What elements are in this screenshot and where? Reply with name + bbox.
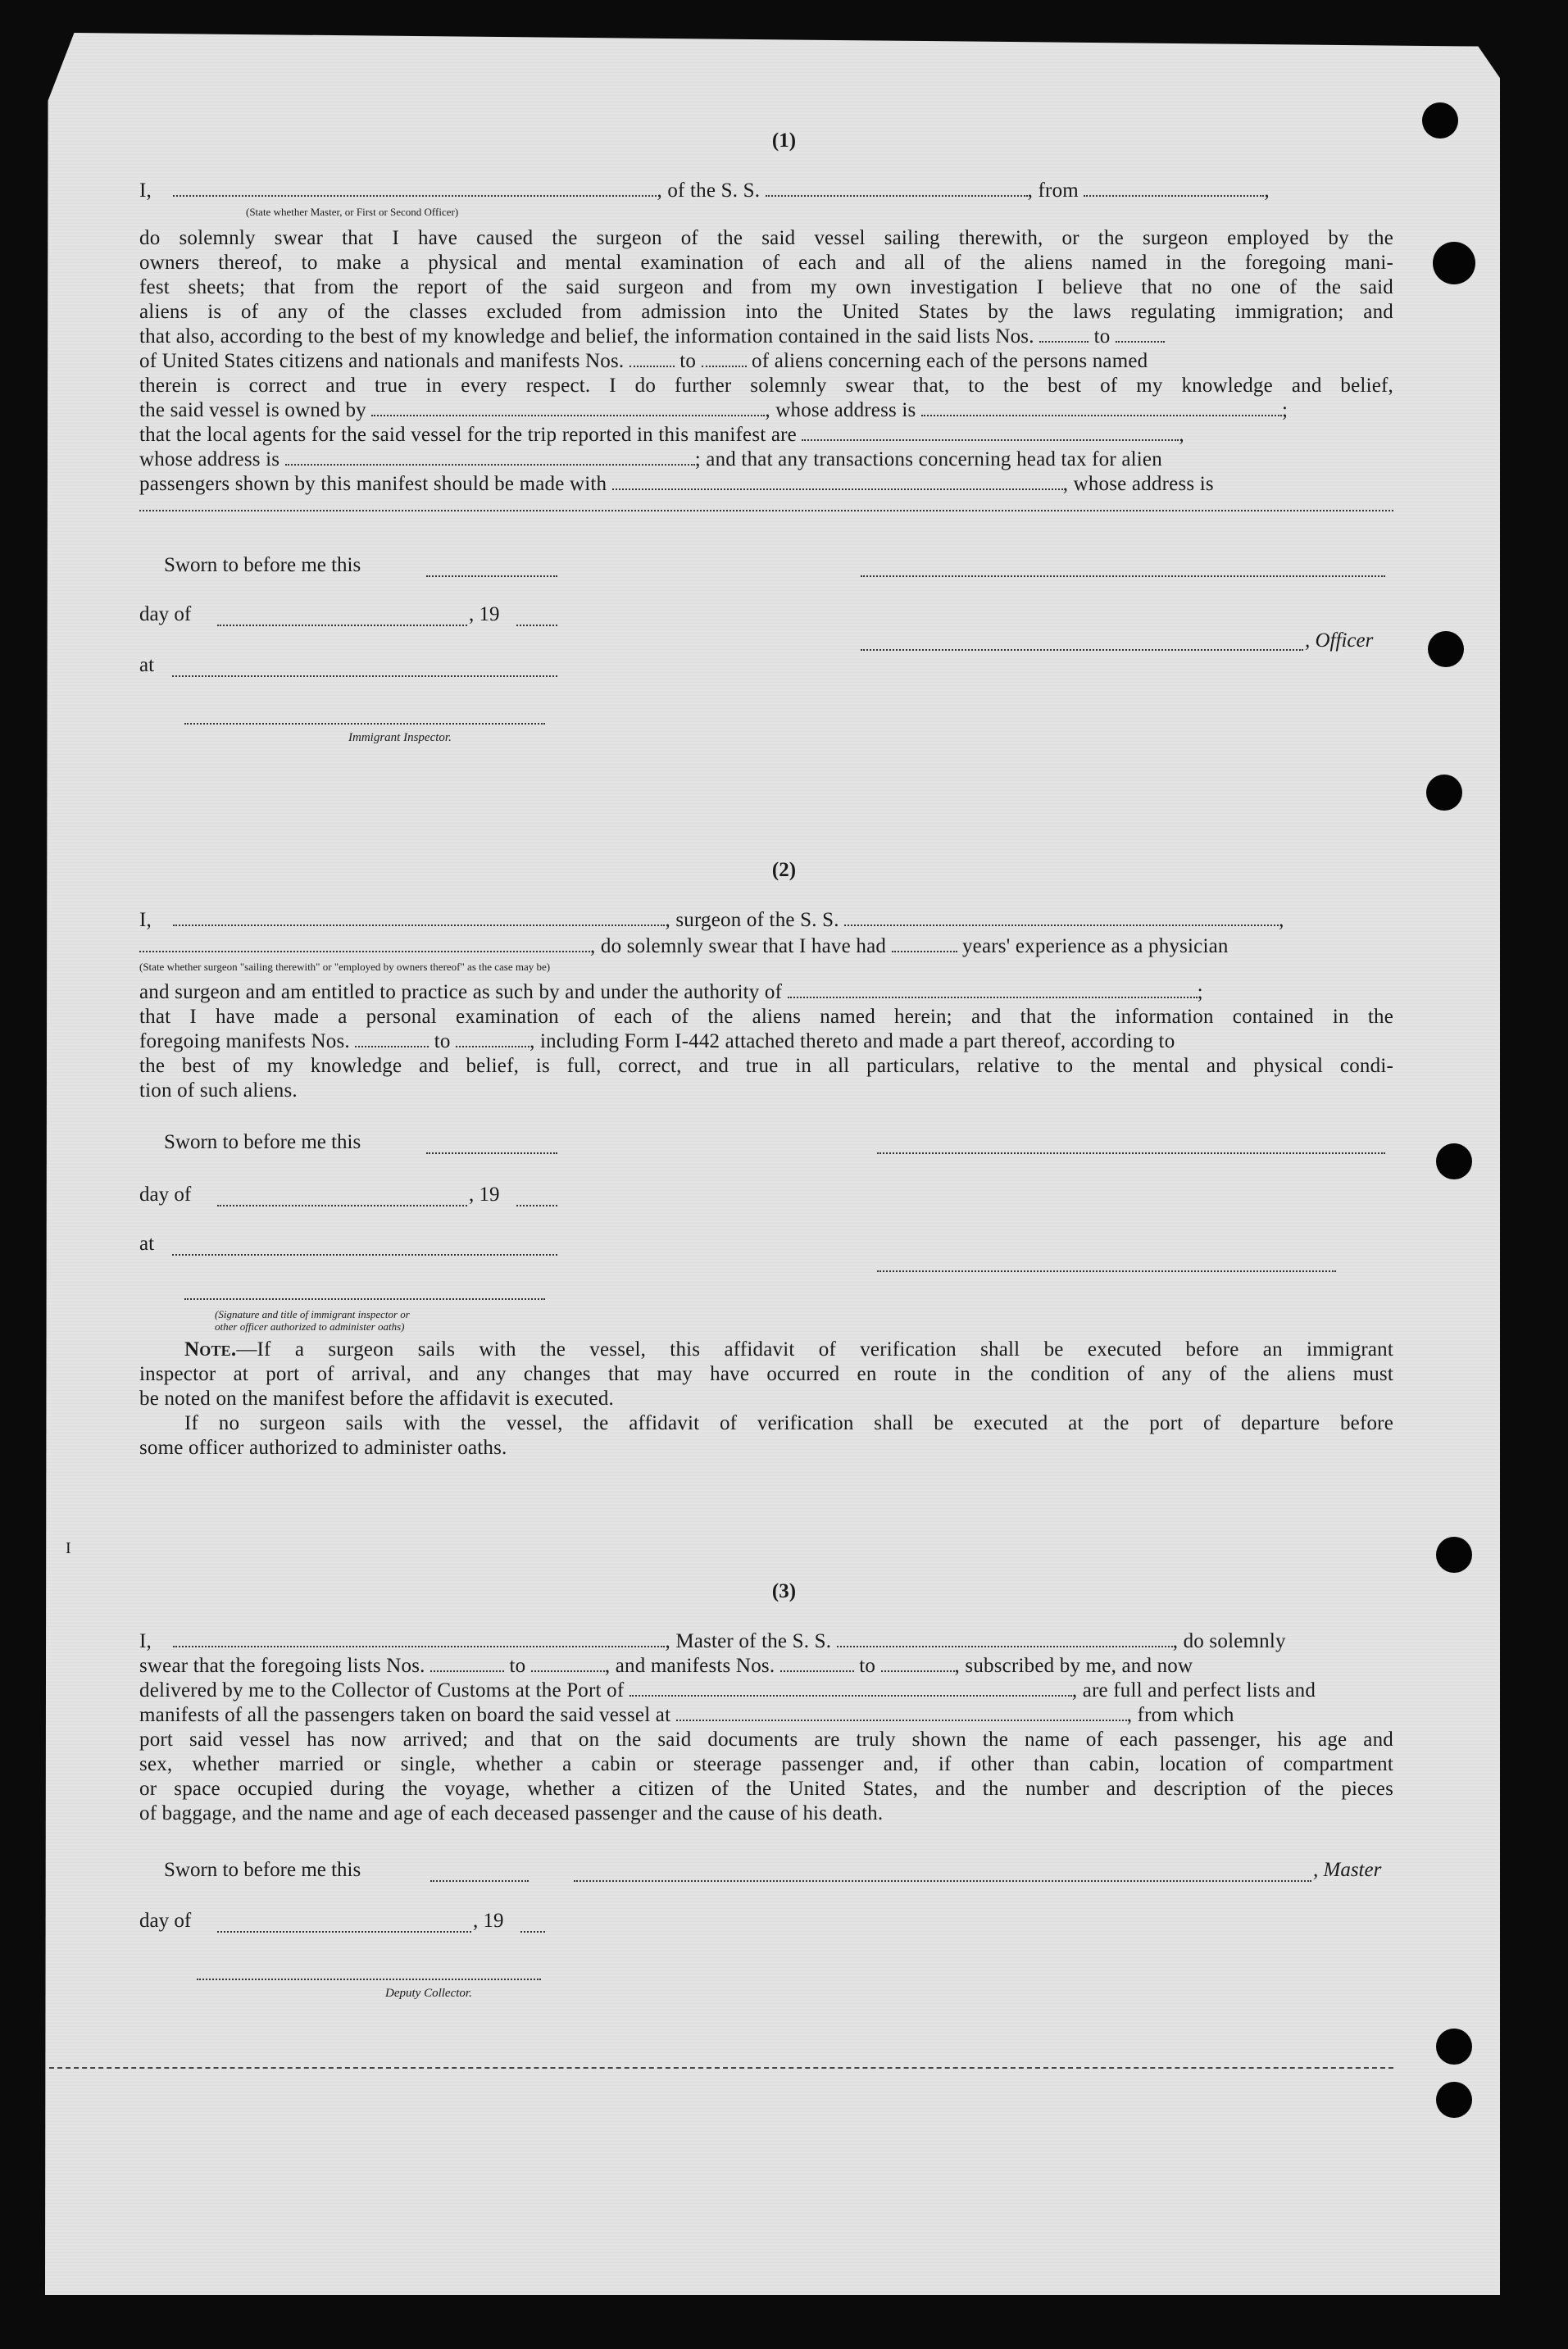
sworn-date-field[interactable] [430, 1879, 529, 1882]
body-line: aliens is of any of the classes excluded from admission into the United States by the laws regulating immigration; and [139, 301, 1393, 323]
surgeon-name-field[interactable] [173, 910, 665, 926]
punch-hole [1436, 1143, 1472, 1179]
year-field[interactable] [520, 1929, 545, 1933]
body-line: the best of my knowledge and belief, is full, correct, and true in all particulars, relative to the mental and physical condi- [139, 1055, 1393, 1077]
vessel-name-field[interactable] [766, 180, 1028, 197]
officer-note: (State whether Master, or First or Second Officer) [246, 206, 459, 218]
punch-hole [1426, 775, 1462, 811]
surgeon-vessel-field[interactable] [844, 910, 1279, 926]
surgeon-status-field[interactable] [139, 936, 590, 952]
punch-hole [1436, 2082, 1472, 2118]
punch-hole [1433, 242, 1475, 284]
body-line: whose address is ; and that any transactions concerning head tax for alien [139, 448, 1162, 470]
signature-note: (Signature and title of immigrant inspector or [215, 1308, 410, 1320]
inspector-label: Immigrant Inspector. [348, 731, 452, 744]
punch-hole [1436, 2029, 1472, 2065]
customs-port-field[interactable] [629, 1680, 1072, 1697]
body-line: port said vessel has now arrived; and that on the said documents are truly shown the name of each passenger, his age and [139, 1729, 1393, 1751]
manifests-from-field[interactable] [780, 1656, 854, 1672]
day-of-field[interactable] [217, 1929, 471, 1933]
manifests-from-field[interactable] [629, 351, 675, 367]
section-2-number: (2) [771, 859, 797, 881]
day-of-label: day of [139, 603, 192, 625]
master-line: I, , Master of the S. S. , do solemnly [139, 1630, 1286, 1652]
surgeon-note: (State whether surgeon "sailing therewith" or "employed by owners thereof" as the case may be) [139, 961, 551, 973]
year-label: , 19 [473, 1910, 504, 1932]
sworn-label: Sworn to before me this [164, 1859, 361, 1881]
officer-label: , Officer [1305, 629, 1374, 652]
body-line: that the local agents for the said vessel for the trip reported in this manifest are , [139, 424, 1184, 446]
sworn-label: Sworn to before me this [164, 1131, 361, 1153]
body-line: fest sheets; that from the report of the said surgeon and from my own investigation I believe that no one of the said [139, 276, 1393, 298]
section-1-number: (1) [771, 129, 797, 152]
body-line: therein is correct and true in every respect. I do further solemnly swear that, to the best of my knowledge and belief, [139, 375, 1393, 397]
body-line: of baggage, and the name and age of each deceased passenger and the cause of his death. [139, 1802, 884, 1824]
sworn-date-field[interactable] [426, 574, 557, 577]
officer-signature-field[interactable] [861, 574, 1385, 577]
body-line: manifests of all the passengers taken on board the said vessel at , from which [139, 1704, 1234, 1726]
bottom-rule [49, 2067, 1393, 2069]
sworn-date-field[interactable] [426, 1151, 557, 1154]
day-of-field[interactable] [217, 623, 467, 626]
body-line: tion of such aliens. [139, 1079, 298, 1102]
at-field[interactable] [172, 674, 557, 677]
manifests-from-field[interactable] [355, 1031, 429, 1047]
manifests-to-field[interactable] [702, 351, 747, 367]
from-port-field[interactable] [1084, 180, 1264, 197]
body-line: of United States citizens and nationals and manifests Nos. to of aliens concerning each of the persons named [139, 350, 1148, 372]
years-field[interactable] [892, 936, 957, 952]
at-field[interactable] [172, 1252, 557, 1256]
year-field[interactable] [516, 1203, 557, 1206]
body-line: swear that the foregoing lists Nos. to , and manifests Nos. to , subscribed by me, and now [139, 1655, 1193, 1677]
body-line: do solemnly swear that I have caused the surgeon of the said vessel sailing therewith, or the surgeon employed by the [139, 227, 1393, 249]
master-name-field[interactable] [173, 1631, 665, 1647]
year-field[interactable] [516, 623, 557, 626]
sworn-label: Sworn to before me this [164, 554, 361, 576]
surgeon-title-field[interactable] [877, 1269, 1336, 1272]
section-1-officer-line: I, , of the S. S. , from , [139, 179, 1270, 202]
surgeon-signature-field[interactable] [877, 1151, 1385, 1154]
punch-hole [1428, 631, 1464, 667]
day-of-field[interactable] [217, 1203, 467, 1206]
manifests-to-field[interactable] [456, 1031, 529, 1047]
officer-title-field[interactable] [861, 647, 1303, 651]
officer-name-field[interactable] [173, 180, 657, 197]
master-vessel-field[interactable] [837, 1631, 1173, 1647]
surgeon-line: I, , surgeon of the S. S. , [139, 909, 1284, 931]
year-label: , 19 [469, 1184, 500, 1206]
note-line: be noted on the manifest before the affidavit is executed. [139, 1388, 614, 1410]
body-line: sex, whether married or single, whether a cabin or steerage passenger and, if other than cabin, location of compartment [139, 1753, 1393, 1775]
owner-address-field[interactable] [921, 400, 1282, 416]
deputy-label: Deputy Collector. [385, 1987, 472, 2000]
master-signature-field[interactable] [574, 1879, 1311, 1882]
day-of-label: day of [139, 1184, 192, 1206]
surgeon-line: , do solemnly swear that I have had years' experience as a physician [139, 934, 1393, 959]
body-line: and surgeon and am entitled to practice as such by and under the authority of ; [139, 981, 1203, 1003]
margin-mark: I [66, 1539, 71, 1557]
punch-hole [1436, 1537, 1472, 1573]
note-line: some officer authorized to administer oaths. [139, 1437, 507, 1459]
agents-address-field[interactable] [285, 449, 695, 466]
body-line: passengers shown by this manifest should be made with , whose address is [139, 473, 1214, 495]
local-agents-field[interactable] [802, 425, 1179, 441]
at-label: at [139, 1233, 155, 1255]
section-3-number: (3) [771, 1580, 797, 1602]
lists-to-field[interactable] [531, 1656, 605, 1672]
signature-note: other officer authorized to administer oaths) [215, 1320, 405, 1333]
body-line: delivered by me to the Collector of Customs at the Port of , are full and perfect lists and [139, 1679, 1316, 1702]
body-line: or space occupied during the voyage, whether a citizen of the United States, and the number and description of the pieces [139, 1778, 1393, 1800]
head-tax-party-field[interactable] [612, 474, 1063, 490]
boarding-port-field[interactable] [676, 1705, 1127, 1721]
body-line: the said vessel is owned by , whose address is ; [139, 399, 1288, 421]
owner-field[interactable] [371, 400, 765, 416]
note-line: Note.—If a surgeon sails with the vessel, this affidavit of verification shall be executed before an immigrant [184, 1338, 1393, 1361]
inspector-signature-field[interactable] [184, 1297, 545, 1300]
authority-field[interactable] [788, 982, 1198, 998]
year-label: , 19 [469, 603, 500, 625]
day-of-label: day of [139, 1910, 192, 1932]
manifests-to-field[interactable] [881, 1656, 955, 1672]
lists-from-field[interactable] [1039, 326, 1089, 343]
body-line: foregoing manifests Nos. to , including Form I-442 attached thereto and made a part thereof, according to [139, 1030, 1175, 1052]
deputy-signature-field[interactable] [197, 1977, 541, 1980]
body-line: owners thereof, to make a physical and mental examination of each and all of the aliens named in the foregoing mani- [139, 252, 1393, 274]
address-field[interactable] [139, 508, 1393, 511]
body-line: that I have made a personal examination of each of the aliens named herein; and that the information contained in the [139, 1006, 1393, 1028]
note-line: If no surgeon sails with the vessel, the affidavit of verification shall be executed at the port of departure before [184, 1412, 1393, 1434]
note-line: inspector at port of arrival, and any changes that may have occurred en route in the condition of any of the aliens must [139, 1363, 1393, 1385]
body-line: that also, according to the best of my knowledge and belief, the information contained in the said lists Nos. to [139, 325, 1393, 349]
at-label: at [139, 654, 155, 676]
inspector-signature-field[interactable] [184, 721, 545, 725]
lists-to-field[interactable] [1116, 326, 1165, 343]
lists-from-field[interactable] [430, 1656, 504, 1672]
master-label: , Master [1313, 1859, 1382, 1881]
